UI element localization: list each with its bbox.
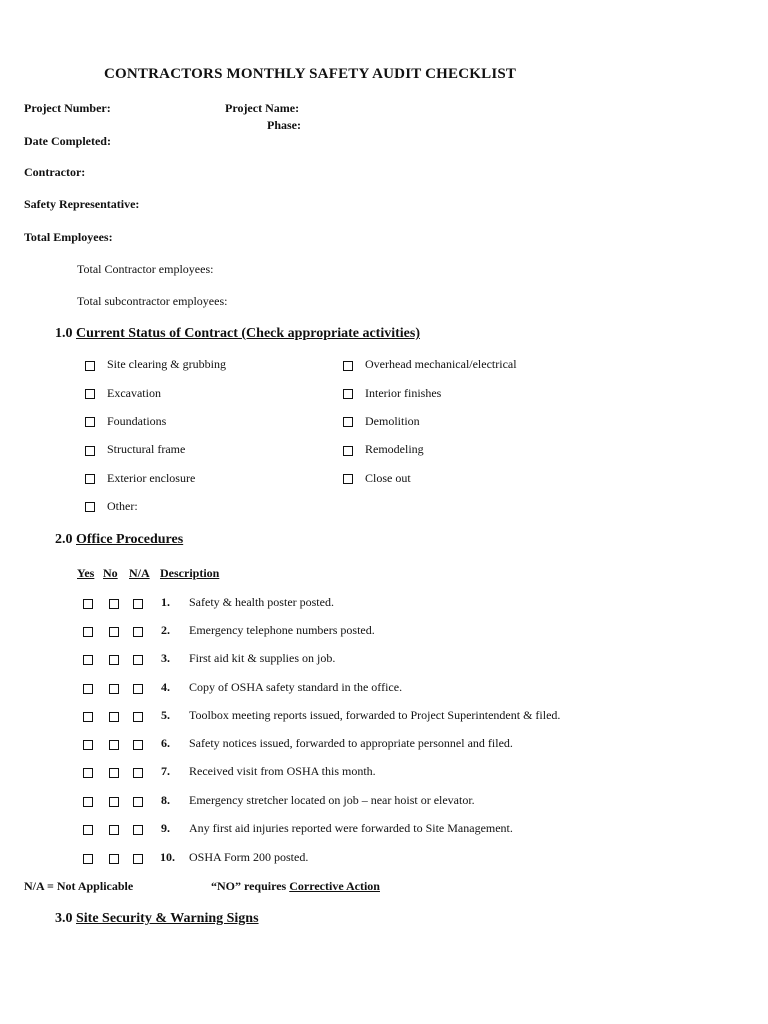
item-number: 10. (160, 850, 175, 864)
section-3-heading (55, 911, 259, 927)
item-number: 4. (161, 680, 170, 694)
no-checkbox[interactable] (109, 740, 119, 750)
safety-representative-label: Safety Representative: (24, 197, 140, 211)
yes-checkbox[interactable] (83, 768, 93, 778)
contractor-label: Contractor: (24, 165, 86, 179)
total-employees-label: Total Employees: (24, 230, 113, 244)
na-column-header: N/A (129, 566, 150, 580)
no-checkbox[interactable] (109, 627, 119, 637)
item-description: Toolbox meeting reports issued, forwarded to Project Superintendent & filed. (189, 708, 561, 722)
no-checkbox[interactable] (109, 768, 119, 778)
activity-label: Overhead mechanical/electrical (365, 357, 517, 371)
activity-label: Foundations (107, 414, 167, 428)
yes-checkbox[interactable] (83, 712, 93, 722)
yes-checkbox[interactable] (83, 854, 93, 864)
phase-label: Phase: (267, 118, 301, 132)
item-number: 5. (161, 708, 170, 722)
item-description: Emergency telephone numbers posted. (189, 623, 375, 637)
activity-checkbox[interactable] (85, 474, 95, 484)
activity-label: Other: (107, 499, 138, 513)
corrective-action-note (211, 879, 380, 894)
no-column-header: No (103, 566, 118, 580)
section-1-heading (55, 326, 420, 342)
total-subcontractor-employees-label: Total subcontractor employees: (77, 294, 228, 308)
section-1-title: Current Status of Contract (Check appropriate activities) (76, 326, 420, 341)
item-number: 2. (161, 623, 170, 637)
activity-checkbox[interactable] (343, 361, 353, 371)
no-checkbox[interactable] (109, 684, 119, 694)
na-checkbox[interactable] (133, 768, 143, 778)
item-description: Safety & health poster posted. (189, 595, 334, 609)
item-description: First aid kit & supplies on job. (189, 651, 336, 665)
activity-label: Excavation (107, 386, 161, 400)
section-3-title: Site Security & Warning Signs (76, 911, 259, 926)
activity-checkbox[interactable] (343, 474, 353, 484)
item-number: 1. (161, 595, 170, 609)
no-checkbox[interactable] (109, 599, 119, 609)
activity-label: Interior finishes (365, 386, 442, 400)
item-number: 9. (161, 821, 170, 835)
yes-checkbox[interactable] (83, 627, 93, 637)
activity-checkbox[interactable] (85, 417, 95, 427)
corrective-action-text: Corrective Action (289, 879, 380, 893)
section-2-heading (55, 532, 183, 548)
activity-label: Structural frame (107, 442, 186, 456)
no-checkbox[interactable] (109, 825, 119, 835)
item-description: Any first aid injuries reported were forwarded to Site Management. (189, 821, 513, 835)
na-checkbox[interactable] (133, 740, 143, 750)
no-checkbox[interactable] (109, 712, 119, 722)
project-number-label: Project Number: (24, 101, 111, 115)
date-completed-label: Date Completed: (24, 134, 111, 148)
no-checkbox[interactable] (109, 655, 119, 665)
yes-checkbox[interactable] (83, 825, 93, 835)
activity-checkbox[interactable] (85, 502, 95, 512)
na-checkbox[interactable] (133, 712, 143, 722)
yes-column-header: Yes (77, 566, 95, 580)
na-checkbox[interactable] (133, 627, 143, 637)
yes-checkbox[interactable] (83, 740, 93, 750)
activity-checkbox[interactable] (85, 389, 95, 399)
na-checkbox[interactable] (133, 655, 143, 665)
item-description: Copy of OSHA safety standard in the office. (189, 680, 403, 694)
item-description: Safety notices issued, forwarded to appropriate personnel and filed. (189, 736, 513, 750)
yes-checkbox[interactable] (83, 684, 93, 694)
na-checkbox[interactable] (133, 684, 143, 694)
activity-checkbox[interactable] (343, 446, 353, 456)
section-3-number: 3.0 (55, 911, 73, 926)
document-title: CONTRACTORS MONTHLY SAFETY AUDIT CHECKLIST (104, 66, 517, 82)
section-2-title: Office Procedures (76, 532, 184, 547)
section-1-number: 1.0 (55, 326, 73, 341)
activity-checkbox[interactable] (85, 446, 95, 456)
corrective-action-prefix: “NO” requires (211, 879, 287, 893)
activity-label: Remodeling (365, 442, 424, 456)
no-checkbox[interactable] (109, 854, 119, 864)
item-number: 8. (161, 793, 170, 807)
item-number: 6. (161, 736, 170, 750)
yes-checkbox[interactable] (83, 599, 93, 609)
activity-checkbox[interactable] (343, 417, 353, 427)
item-description: Received visit from OSHA this month. (189, 764, 376, 778)
na-checkbox[interactable] (133, 854, 143, 864)
activity-label: Site clearing & grubbing (107, 357, 226, 371)
item-number: 3. (161, 651, 170, 665)
na-checkbox[interactable] (133, 825, 143, 835)
section-2-number: 2.0 (55, 532, 73, 547)
total-contractor-employees-label: Total Contractor employees: (77, 262, 214, 276)
yes-checkbox[interactable] (83, 797, 93, 807)
activity-checkbox[interactable] (85, 361, 95, 371)
activity-label: Demolition (365, 414, 420, 428)
na-checkbox[interactable] (133, 599, 143, 609)
yes-checkbox[interactable] (83, 655, 93, 665)
project-name-label: Project Name: (225, 101, 300, 115)
item-number: 7. (161, 764, 170, 778)
activity-label: Exterior enclosure (107, 471, 196, 485)
description-column-header: Description (160, 566, 220, 580)
item-description: OSHA Form 200 posted. (189, 850, 309, 864)
item-description: Emergency stretcher located on job – near hoist or elevator. (189, 793, 475, 807)
na-checkbox[interactable] (133, 797, 143, 807)
activity-checkbox[interactable] (343, 389, 353, 399)
no-checkbox[interactable] (109, 797, 119, 807)
na-legend-note: N/A = Not Applicable (24, 879, 134, 893)
activity-label: Close out (365, 471, 411, 485)
